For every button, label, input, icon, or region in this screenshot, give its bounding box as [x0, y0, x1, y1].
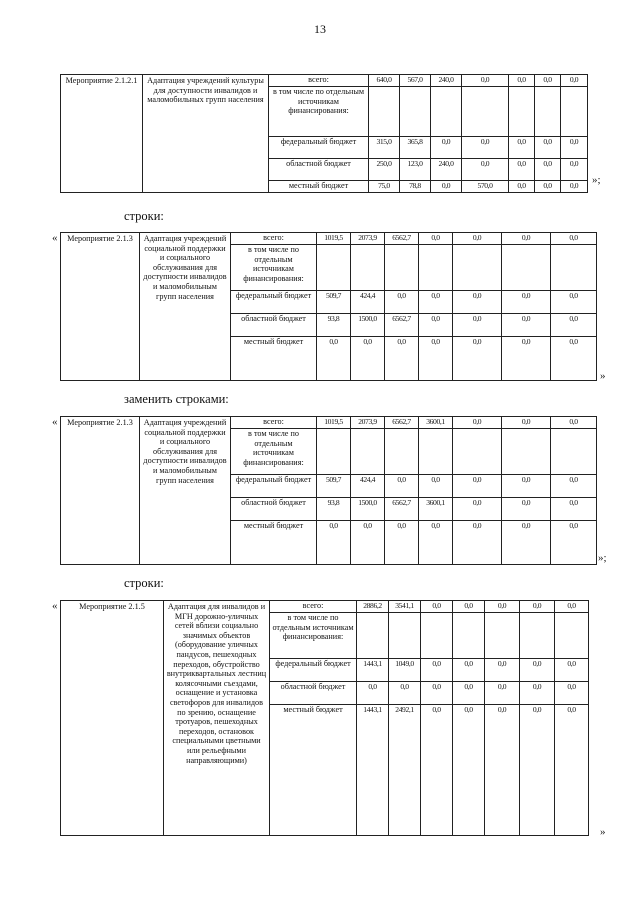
- source-label-cell: местный бюджет: [231, 521, 317, 565]
- source-label-cell: федеральный бюджет: [270, 659, 357, 682]
- value-cell: 0,0: [419, 233, 453, 245]
- value-cell: 0,0: [453, 601, 485, 613]
- value-cell: 0,0: [453, 314, 502, 337]
- value-cell: 0,0: [462, 137, 509, 159]
- opening-quote: «: [52, 600, 58, 612]
- value-cell: [317, 245, 351, 291]
- value-cell: 0,0: [551, 337, 597, 381]
- value-cell: 0,0: [502, 337, 551, 381]
- value-cell: 1443,1: [357, 705, 389, 836]
- value-cell: 0,0: [485, 601, 520, 613]
- value-cell: 0,0: [385, 521, 419, 565]
- measure-code-cell: Мероприятие 2.1.3: [61, 233, 140, 381]
- finance-table-2-1-5: [60, 600, 589, 836]
- value-cell: [389, 613, 421, 659]
- value-cell: 0,0: [520, 682, 555, 705]
- value-cell: 0,0: [485, 659, 520, 682]
- value-cell: 567,0: [400, 75, 431, 87]
- value-cell: 0,0: [453, 498, 502, 521]
- value-cell: 1019,5: [317, 417, 351, 429]
- heading-stroki-1: строки:: [124, 209, 164, 223]
- source-label-cell: в том числе по отдельным источникам финансирования:: [231, 245, 317, 291]
- value-cell: 0,0: [551, 291, 597, 314]
- value-cell: 0,0: [551, 314, 597, 337]
- value-cell: [502, 245, 551, 291]
- source-label-cell: всего:: [231, 233, 317, 245]
- source-label-cell: местный бюджет: [231, 337, 317, 381]
- finance-table-2-1-3-new: [60, 416, 597, 565]
- value-cell: 0,0: [351, 337, 385, 381]
- value-cell: 0,0: [351, 521, 385, 565]
- value-cell: 6562,7: [385, 498, 419, 521]
- value-cell: 0,0: [453, 291, 502, 314]
- value-cell: 1443,1: [357, 659, 389, 682]
- value-cell: [431, 87, 462, 137]
- value-cell: 0,0: [502, 498, 551, 521]
- value-cell: 509,7: [317, 291, 351, 314]
- source-label-cell: областной бюджет: [231, 314, 317, 337]
- value-cell: 0,0: [385, 291, 419, 314]
- value-cell: 1019,5: [317, 233, 351, 245]
- closing-quote: »: [600, 370, 606, 382]
- value-cell: 123,0: [400, 159, 431, 181]
- value-cell: 0,0: [421, 659, 453, 682]
- value-cell: [462, 87, 509, 137]
- value-cell: 2492,1: [389, 705, 421, 836]
- value-cell: 0,0: [561, 137, 588, 159]
- value-cell: 315,0: [369, 137, 400, 159]
- value-cell: [453, 613, 485, 659]
- value-cell: 2073,9: [351, 417, 385, 429]
- value-cell: [419, 429, 453, 475]
- value-cell: [421, 613, 453, 659]
- value-cell: 0,0: [535, 181, 561, 193]
- heading-stroki-2: строки:: [124, 576, 164, 590]
- value-cell: 0,0: [502, 417, 551, 429]
- value-cell: 0,0: [453, 475, 502, 498]
- value-cell: 0,0: [502, 233, 551, 245]
- value-cell: 75,0: [369, 181, 400, 193]
- value-cell: [369, 87, 400, 137]
- finance-table-2-1-3-old: [60, 232, 597, 381]
- value-cell: 0,0: [453, 521, 502, 565]
- value-cell: 0,0: [555, 682, 589, 705]
- value-cell: 0,0: [419, 521, 453, 565]
- value-cell: 0,0: [453, 659, 485, 682]
- value-cell: 0,0: [502, 314, 551, 337]
- value-cell: 0,0: [421, 601, 453, 613]
- value-cell: 0,0: [535, 159, 561, 181]
- value-cell: 0,0: [520, 659, 555, 682]
- value-cell: 0,0: [555, 705, 589, 836]
- source-label-cell: областной бюджет: [270, 682, 357, 705]
- value-cell: 0,0: [419, 475, 453, 498]
- value-cell: [400, 87, 431, 137]
- value-cell: 0,0: [535, 137, 561, 159]
- value-cell: 0,0: [317, 337, 351, 381]
- value-cell: 0,0: [555, 601, 589, 613]
- value-cell: 93,8: [317, 498, 351, 521]
- value-cell: 0,0: [389, 682, 421, 705]
- measure-name-cell: Адаптация для инвалидов и МГН дорожно-уличных сетей вблизи социально значимых объектов (оборудование уличных пандусов, пешеходных переходов, обустройство внутриквартальных лестниц колясочными съездами, оснащение и установка светофоров для инвалидов по зрению, оснащение тротуаров, пешеходных переходов, остановок специальными цветными или рельефными направляющими): [164, 601, 270, 836]
- value-cell: 0,0: [419, 337, 453, 381]
- value-cell: [385, 245, 419, 291]
- value-cell: 0,0: [385, 475, 419, 498]
- value-cell: [555, 613, 589, 659]
- value-cell: 0,0: [551, 521, 597, 565]
- value-cell: 0,0: [555, 659, 589, 682]
- value-cell: 0,0: [431, 181, 462, 193]
- value-cell: 240,0: [431, 75, 462, 87]
- measure-code-cell: Мероприятие 2.1.5: [61, 601, 164, 836]
- value-cell: 0,0: [561, 181, 588, 193]
- source-label-cell: в том числе по отдельным источникам финансирования:: [269, 87, 369, 137]
- source-label-cell: всего:: [269, 75, 369, 87]
- closing-quote: »;: [592, 174, 601, 186]
- value-cell: [535, 87, 561, 137]
- value-cell: 1500,0: [351, 314, 385, 337]
- value-cell: 0,0: [502, 475, 551, 498]
- value-cell: 2886,2: [357, 601, 389, 613]
- source-label-cell: федеральный бюджет: [231, 475, 317, 498]
- value-cell: 0,0: [561, 75, 588, 87]
- measure-name-cell: Адаптация учреждений социальной поддержки и социального обслуживания для доступности инвалидов и маломобильным групп населения: [140, 233, 231, 381]
- source-label-cell: всего:: [231, 417, 317, 429]
- value-cell: 1500,0: [351, 498, 385, 521]
- measure-code-cell: Мероприятие 2.1.3: [61, 417, 140, 565]
- value-cell: 0,0: [421, 705, 453, 836]
- source-label-cell: в том числе по отдельным источникам финансирования:: [270, 613, 357, 659]
- value-cell: 0,0: [453, 682, 485, 705]
- source-label-cell: федеральный бюджет: [231, 291, 317, 314]
- value-cell: [551, 245, 597, 291]
- value-cell: 0,0: [453, 417, 502, 429]
- value-cell: [385, 429, 419, 475]
- value-cell: [317, 429, 351, 475]
- value-cell: 424,4: [351, 475, 385, 498]
- value-cell: 0,0: [509, 137, 535, 159]
- measure-name-cell: Адаптация учреждений культуры для доступности инвалидов и маломобильных групп населения: [143, 75, 269, 193]
- value-cell: [561, 87, 588, 137]
- value-cell: 1049,0: [389, 659, 421, 682]
- value-cell: 3600,1: [419, 498, 453, 521]
- value-cell: 6562,7: [385, 233, 419, 245]
- source-label-cell: в том числе по отдельным источникам финансирования:: [231, 429, 317, 475]
- value-cell: 0,0: [317, 521, 351, 565]
- closing-quote: »: [600, 826, 606, 838]
- closing-quote: »;: [598, 552, 607, 564]
- finance-table-2-1-2-1: [60, 74, 588, 193]
- value-cell: 3541,1: [389, 601, 421, 613]
- source-label-cell: всего:: [270, 601, 357, 613]
- value-cell: 570,0: [462, 181, 509, 193]
- heading-zamenit: заменить строками:: [124, 392, 229, 406]
- value-cell: [551, 429, 597, 475]
- source-label-cell: областной бюджет: [231, 498, 317, 521]
- value-cell: 0,0: [551, 498, 597, 521]
- value-cell: [453, 245, 502, 291]
- page-number: 13: [314, 22, 326, 36]
- value-cell: 365,8: [400, 137, 431, 159]
- value-cell: 0,0: [561, 159, 588, 181]
- value-cell: 509,7: [317, 475, 351, 498]
- measure-code-cell: Мероприятие 2.1.2.1: [61, 75, 143, 193]
- value-cell: [485, 613, 520, 659]
- value-cell: 0,0: [520, 601, 555, 613]
- value-cell: 0,0: [453, 233, 502, 245]
- value-cell: [351, 245, 385, 291]
- value-cell: 0,0: [431, 137, 462, 159]
- value-cell: 0,0: [502, 291, 551, 314]
- value-cell: 250,0: [369, 159, 400, 181]
- value-cell: [357, 613, 389, 659]
- value-cell: 2073,9: [351, 233, 385, 245]
- value-cell: 78,8: [400, 181, 431, 193]
- value-cell: 3600,1: [419, 417, 453, 429]
- value-cell: 0,0: [509, 159, 535, 181]
- value-cell: 0,0: [485, 682, 520, 705]
- value-cell: [502, 429, 551, 475]
- value-cell: 0,0: [509, 181, 535, 193]
- measure-name-cell: Адаптация учреждений социальной поддержки и социального обслуживания для доступности инвалидов и маломобильным групп населения: [140, 417, 231, 565]
- value-cell: [419, 245, 453, 291]
- value-cell: [453, 429, 502, 475]
- value-cell: 0,0: [385, 337, 419, 381]
- value-cell: [509, 87, 535, 137]
- value-cell: 0,0: [357, 682, 389, 705]
- value-cell: [520, 613, 555, 659]
- value-cell: 0,0: [462, 75, 509, 87]
- value-cell: 0,0: [453, 705, 485, 836]
- source-label-cell: местный бюджет: [269, 181, 369, 193]
- opening-quote: «: [52, 416, 58, 428]
- value-cell: 0,0: [419, 291, 453, 314]
- value-cell: 6562,7: [385, 417, 419, 429]
- source-label-cell: федеральный бюджет: [269, 137, 369, 159]
- source-label-cell: областной бюджет: [269, 159, 369, 181]
- value-cell: 240,0: [431, 159, 462, 181]
- value-cell: 0,0: [419, 314, 453, 337]
- value-cell: 0,0: [509, 75, 535, 87]
- value-cell: 0,0: [485, 705, 520, 836]
- value-cell: 0,0: [502, 521, 551, 565]
- value-cell: 0,0: [551, 233, 597, 245]
- value-cell: 0,0: [421, 682, 453, 705]
- value-cell: 0,0: [551, 475, 597, 498]
- value-cell: 93,8: [317, 314, 351, 337]
- opening-quote: «: [52, 232, 58, 244]
- value-cell: 424,4: [351, 291, 385, 314]
- value-cell: 0,0: [520, 705, 555, 836]
- value-cell: 640,0: [369, 75, 400, 87]
- value-cell: 6562,7: [385, 314, 419, 337]
- value-cell: 0,0: [535, 75, 561, 87]
- value-cell: 0,0: [462, 159, 509, 181]
- value-cell: 0,0: [453, 337, 502, 381]
- value-cell: 0,0: [551, 417, 597, 429]
- source-label-cell: местный бюджет: [270, 705, 357, 836]
- value-cell: [351, 429, 385, 475]
